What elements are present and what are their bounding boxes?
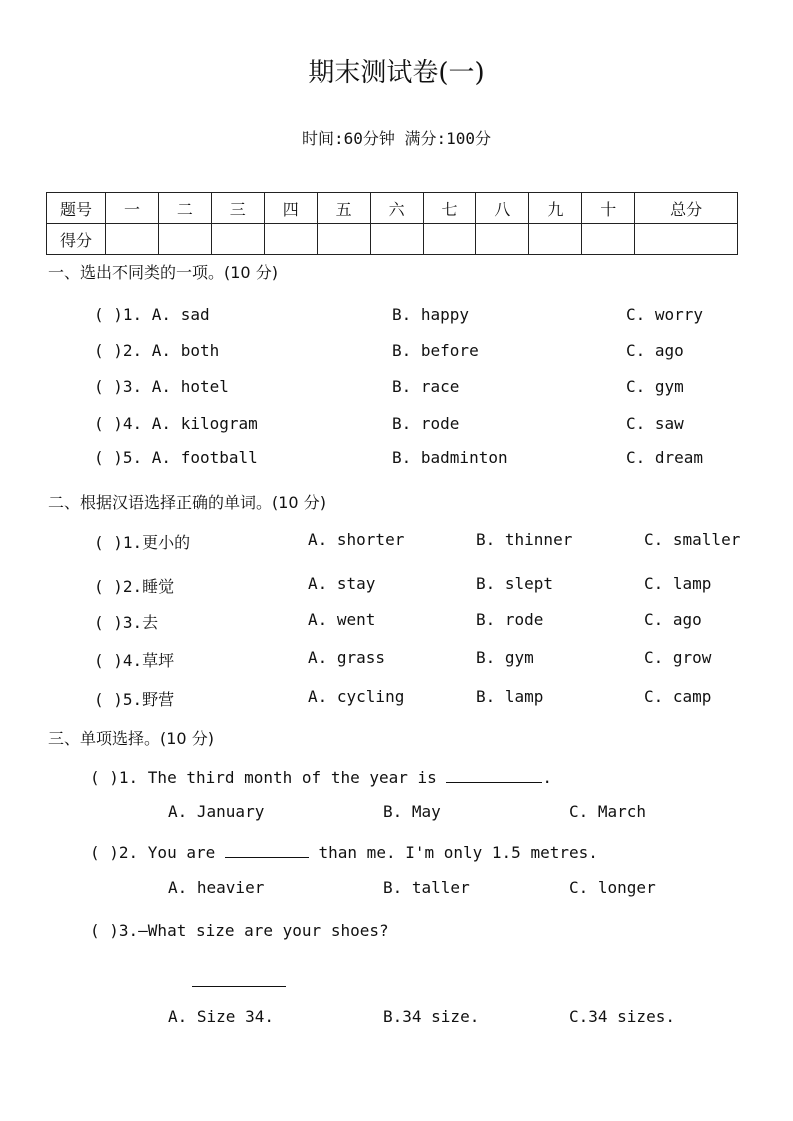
option-b: B. race xyxy=(392,377,460,396)
page-title: 期末测试卷(一) xyxy=(308,58,485,88)
question-s1-2-stem: ( )2. A. both xyxy=(94,341,220,360)
option-a: A. heavier xyxy=(168,878,265,897)
question-s2-1-stem: ( )1.更小的 xyxy=(94,533,191,552)
score-cell xyxy=(476,224,529,255)
option-c: C. longer xyxy=(569,878,656,897)
option-a: A. grass xyxy=(308,648,386,667)
score-table xyxy=(46,192,738,255)
question-stem: ( )1. The third month of the year is xyxy=(90,768,437,787)
option-c: C. worry xyxy=(626,305,704,324)
question-stem: ( )2. You are xyxy=(90,843,216,862)
question-s3-1 xyxy=(90,766,552,787)
answer-blank[interactable] xyxy=(446,766,542,783)
question-s3-2 xyxy=(90,841,598,862)
question-stem-end: than me. I'm only 1.5 metres. xyxy=(318,843,598,862)
option-b: B. lamp xyxy=(476,687,544,706)
option-b: B. slept xyxy=(476,574,554,593)
option-b: B. May xyxy=(383,802,441,821)
score-cell xyxy=(211,224,264,255)
section3-heading: 三、单项选择。(10 分) xyxy=(48,729,214,748)
option-c: C. camp xyxy=(644,687,712,706)
option-a: A. Size 34. xyxy=(168,1007,274,1026)
option-c: C. saw xyxy=(626,414,684,433)
option-c: C. ago xyxy=(644,610,702,629)
score-table-score-row xyxy=(47,224,738,255)
option-b: B. rode xyxy=(392,414,460,433)
score-cell xyxy=(529,224,582,255)
table-cell: 十 xyxy=(582,193,635,224)
option-c: C. March xyxy=(569,802,647,821)
answer-blank[interactable] xyxy=(225,841,309,858)
option-c: C. ago xyxy=(626,341,684,360)
option-b: B. before xyxy=(392,341,479,360)
table-cell: 总分 xyxy=(635,193,738,224)
option-c: C. lamp xyxy=(644,574,712,593)
table-cell: 题号 xyxy=(47,193,106,224)
score-cell xyxy=(582,224,635,255)
option-b: B. gym xyxy=(476,648,534,667)
option-b: B. taller xyxy=(383,878,470,897)
table-cell: 八 xyxy=(476,193,529,224)
table-cell: 一 xyxy=(106,193,159,224)
score-cell xyxy=(264,224,317,255)
table-cell: 四 xyxy=(264,193,317,224)
table-cell: 三 xyxy=(211,193,264,224)
option-a: A. shorter xyxy=(308,530,405,549)
option-b: B. rode xyxy=(476,610,544,629)
option-b: B.34 size. xyxy=(383,1007,480,1026)
option-b: B. thinner xyxy=(476,530,573,549)
score-cell xyxy=(317,224,370,255)
table-cell: 五 xyxy=(317,193,370,224)
option-c: C. grow xyxy=(644,648,712,667)
option-c: C. smaller xyxy=(644,530,741,549)
question-s1-1-stem: ( )1. A. sad xyxy=(94,305,210,324)
exam-meta: 时间:60分钟 满分:100分 xyxy=(301,129,492,148)
answer-blank[interactable] xyxy=(192,986,286,987)
section1-heading: 一、选出不同类的一项。(10 分) xyxy=(48,263,278,282)
table-cell: 九 xyxy=(529,193,582,224)
question-s3-3-stem: ( )3.—What size are your shoes? xyxy=(90,921,389,940)
question-s1-3-stem: ( )3. A. hotel xyxy=(94,377,229,396)
option-c: C.34 sizes. xyxy=(569,1007,675,1026)
question-s1-5-stem: ( )5. A. football xyxy=(94,448,258,467)
table-cell: 得分 xyxy=(47,224,106,255)
score-cell xyxy=(635,224,738,255)
option-a: A. stay xyxy=(308,574,376,593)
score-cell xyxy=(158,224,211,255)
score-cell xyxy=(106,224,159,255)
table-cell: 六 xyxy=(370,193,423,224)
option-c: C. gym xyxy=(626,377,684,396)
question-s2-4-stem: ( )4.草坪 xyxy=(94,651,175,670)
option-b: B. happy xyxy=(392,305,470,324)
table-cell: 七 xyxy=(423,193,476,224)
option-a: A. went xyxy=(308,610,376,629)
question-s2-2-stem: ( )2.睡觉 xyxy=(94,577,175,596)
table-cell: 二 xyxy=(158,193,211,224)
score-table-header-row xyxy=(47,193,738,224)
option-a: A. January xyxy=(168,802,265,821)
question-s2-5-stem: ( )5.野营 xyxy=(94,690,175,709)
section2-heading: 二、根据汉语选择正确的单词。(10 分) xyxy=(48,493,326,512)
option-b: B. badminton xyxy=(392,448,508,467)
option-a: A. cycling xyxy=(308,687,405,706)
question-s2-3-stem: ( )3.去 xyxy=(94,613,159,632)
option-c: C. dream xyxy=(626,448,704,467)
score-cell xyxy=(370,224,423,255)
score-cell xyxy=(423,224,476,255)
question-s1-4-stem: ( )4. A. kilogram xyxy=(94,414,258,433)
question-stem-end: . xyxy=(542,768,553,787)
